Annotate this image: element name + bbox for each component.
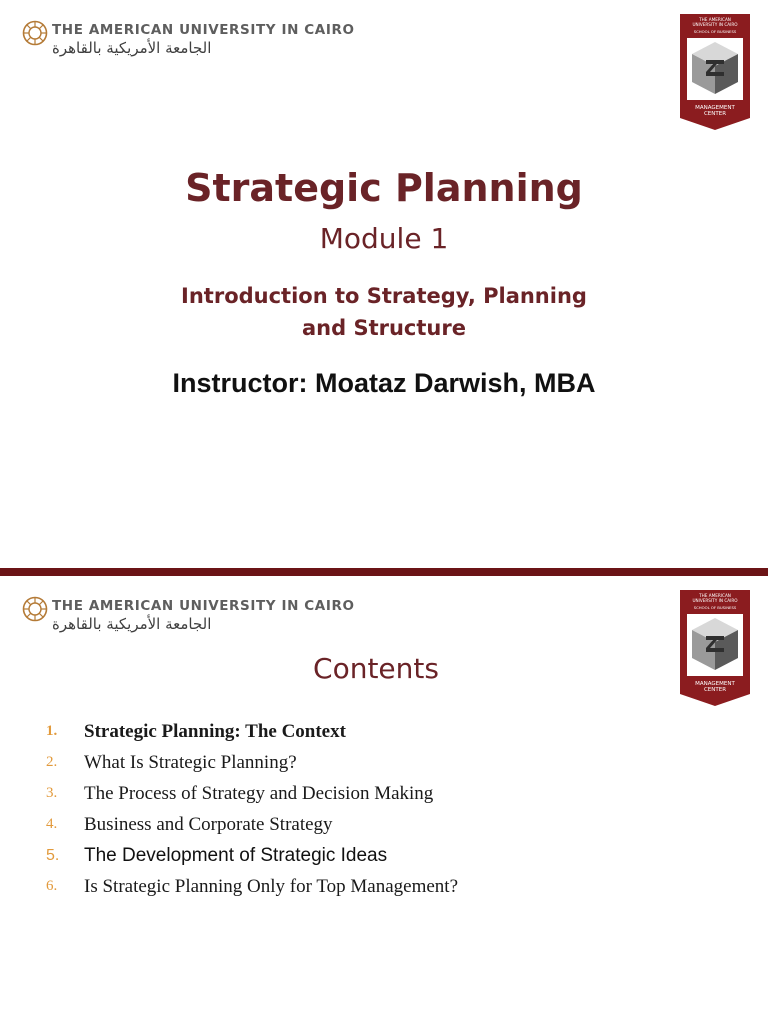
item-number: 2.: [46, 754, 58, 770]
list-item: [46, 716, 646, 747]
badge-line1: THE AMERICAN: [699, 17, 731, 22]
list-item: [46, 747, 646, 778]
badge-line2: UNIVERSITY IN CAIRO: [692, 22, 738, 27]
management-center-badge: [680, 590, 750, 706]
item-number: 1.: [46, 723, 58, 739]
list-item: [46, 809, 646, 840]
university-name-en: THE AMERICAN UNIVERSITY IN CAIRO: [52, 22, 355, 38]
list-item: [46, 840, 646, 871]
item-number: 4.: [46, 816, 58, 832]
badge-line2: UNIVERSITY IN CAIRO: [692, 598, 738, 603]
contents-title: Contents: [313, 652, 439, 685]
item-number: 3.: [46, 785, 58, 801]
university-name-en: THE AMERICAN UNIVERSITY IN CAIRO: [52, 598, 355, 614]
badge-line3: SCHOOL OF BUSINESS: [693, 605, 737, 610]
badge-line4: MANAGEMENT: [695, 105, 735, 111]
subtitle-line1: Introduction to Strategy, Planning: [181, 284, 587, 308]
item-text: Business and Corporate Strategy: [84, 814, 333, 835]
contents-slide: [0, 576, 768, 1024]
university-name-ar: الجامعة الأمريكية بالقاهرة: [52, 39, 212, 57]
contents-list: [46, 716, 646, 902]
subtitle-line2: and Structure: [302, 316, 466, 340]
item-text: The Process of Strategy and Decision Making: [84, 783, 434, 804]
badge-line3: SCHOOL OF BUSINESS: [693, 29, 737, 34]
module-label: Module 1: [319, 222, 449, 255]
badge-line5: CENTER: [703, 687, 727, 693]
management-center-badge: [680, 14, 750, 130]
aucseal-icon: [22, 596, 48, 622]
instructor-name: Instructor: Moataz Darwish, MBA: [172, 368, 596, 398]
item-number: 6.: [46, 878, 58, 894]
university-name-ar: الجامعة الأمريكية بالقاهرة: [52, 615, 212, 633]
list-item: [46, 778, 646, 809]
badge-line4: MANAGEMENT: [695, 681, 735, 687]
badge-line1: THE AMERICAN: [699, 593, 731, 598]
university-logo: [22, 20, 402, 60]
item-text: Strategic Planning: The Context: [84, 721, 346, 742]
item-number: 5.: [46, 847, 60, 864]
slide-title: Strategic Planning: [185, 166, 583, 210]
item-text: Is Strategic Planning Only for Top Management?: [84, 876, 459, 897]
item-text: The Development of Strategic Ideas: [84, 845, 388, 866]
item-text: What Is Strategic Planning?: [84, 752, 297, 773]
badge-line5: CENTER: [703, 111, 727, 117]
aucseal-icon: [22, 20, 48, 46]
slide-subtitle: [0, 280, 768, 344]
slide-divider: [0, 568, 768, 576]
university-logo: [22, 596, 402, 636]
list-item: [46, 871, 646, 902]
